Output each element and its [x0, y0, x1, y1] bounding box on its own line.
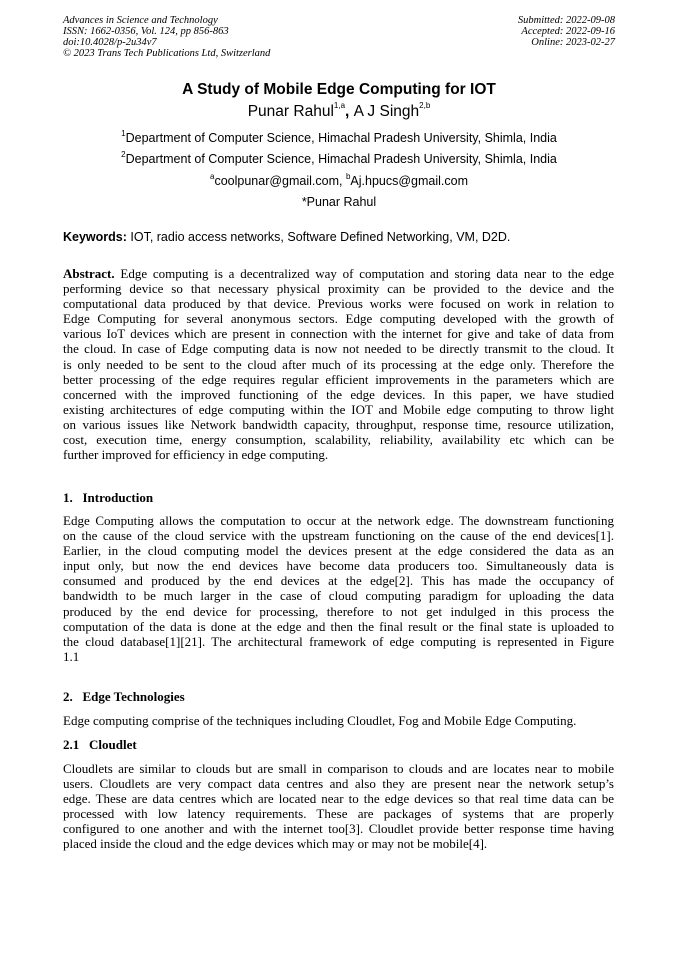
affiliation-2	[0, 152, 678, 166]
abstract-line: the cloud. In case of Edge computing data is now not needed to be directly transmit to the cloud. It	[63, 341, 614, 357]
author-2: A J Singh	[353, 103, 420, 120]
intro-line: Earlier, in the cloud computing model the devices present at the edge considered the data as an	[63, 543, 614, 559]
aff-text: Department of Computer Science, Himachal Pradesh University, Shimla, India	[125, 131, 557, 145]
abstract-line: concerned with the improved functioning of the edge devices. In this paper, we have studied	[63, 386, 614, 402]
abstract-line: on various issues like Network bandwidth capacity, throughput, response time, resource utilization,	[63, 416, 614, 432]
aff-sup: 1	[121, 129, 126, 138]
cloudlet-line: processed with low latency requirements. These are packages of systems that are properly	[63, 806, 614, 822]
cloudlet-line: users. Cloudlets are very compact data centres and also they are present near the network setup’s	[63, 776, 614, 792]
intro-line: Edge Computing allows the computation to occur at the network edge. The downstream functioning	[63, 513, 614, 528]
abstract-text: Edge computing is a decentralized way of computation and storing data near to the edge	[114, 266, 614, 281]
authors	[0, 103, 678, 121]
section-heading-cloudlet: 2.1 Cloudlet	[63, 737, 137, 752]
author-2-sup: 2,b	[419, 101, 431, 110]
emails	[0, 174, 678, 188]
submitted-date: Submitted: 2022-09-08	[517, 15, 615, 26]
email-b[interactable]: Aj.hpucs@gmail.com	[350, 174, 468, 188]
abstract-line: is only needed to be sent to the cloud after much of its processing at the edge only. Therefore the	[63, 356, 614, 372]
cloudlet-paragraph	[63, 761, 614, 852]
cloudlet-line: configured to one another and with the internet too[3]. Cloudlet provide better response time having	[63, 821, 614, 837]
cloudlet-line: Cloudlets are similar to clouds but are small in comparison to clouds and are locates near to mobile	[63, 761, 614, 776]
abstract	[63, 266, 614, 462]
abstract-line: cost, execution time, energy consumption, scalability, reliability, availability etc which can be	[63, 432, 614, 448]
email-a[interactable]: coolpunar@gmail.com,	[214, 174, 346, 188]
abstract-line: various IoT devices which are present in connection with the internet for give and take of data from	[63, 326, 614, 342]
author-sep: ,	[345, 103, 354, 120]
aff-text: Department of Computer Science, Himachal Pradesh University, Shimla, India	[125, 152, 557, 166]
abstract-label: Abstract.	[63, 266, 115, 281]
online-date: Online: 2023-02-27	[531, 37, 615, 48]
doi: doi:10.4028/p-2u34v7	[63, 37, 157, 48]
author-1-sup: 1,a	[333, 101, 346, 110]
keywords-text: IOT, radio access networks, Software Defined Networking, VM, D2D.	[126, 230, 511, 244]
edge-line: Edge computing comprise of the techniques including Cloudlet, Fog and Mobile Edge Computing.	[63, 713, 577, 728]
keywords	[63, 230, 510, 244]
cloudlet-line: placed inside the cloud and the edge devices which may or may not be mobile[4].	[63, 836, 488, 852]
copyright: © 2023 Trans Tech Publications Ltd, Switzerland	[63, 48, 271, 59]
affiliation-1	[0, 131, 678, 145]
intro-line: bandwidth to be much larger in the case of cloud computing paradigm for uploading the data	[63, 588, 614, 604]
intro-line: the cloud database[1][21]. The architectural framework of edge computing is represented in Figure	[63, 633, 614, 649]
email-sup: a	[210, 172, 215, 181]
intro-line: 1.1	[63, 648, 80, 664]
journal-name: Advances in Science and Technology	[63, 15, 218, 26]
cloudlet-line: edge. These are data centres which are located near to the edge devices so that real time data can be	[63, 791, 614, 807]
section-heading-edge-technologies: 2. Edge Technologies	[63, 689, 185, 704]
edge-technologies-paragraph	[63, 713, 614, 728]
abstract-line: further improved for efficiency in edge computing.	[63, 447, 329, 463]
journal-info	[63, 15, 270, 59]
abstract-line: existing architectures of edge computing within the IOT and Mobile edge computing to throw light	[63, 401, 614, 417]
accepted-date: Accepted: 2022-09-16	[521, 26, 615, 37]
abstract-line: better processing of the edge requires regular efficient improvements in the parameters which are	[63, 371, 614, 387]
intro-line: input only, but now the end devices have become data producers too. Simultaneously data is	[63, 558, 614, 574]
abstract-line	[63, 266, 614, 281]
paper-title: A Study of Mobile Edge Computing for IOT	[182, 81, 496, 98]
intro-line: computation of the data is done at the edge and then the final result or the final state is uploaded to	[63, 618, 614, 634]
intro-line: consumed and produced by the end devices at the edge[2]. This has made the occupancy of	[63, 573, 614, 589]
issn: ISSN: 1662-0356, Vol. 124, pp 856-863	[63, 26, 229, 37]
abstract-line: computational data produced by that device. Previous works were focused on work in relation to	[63, 296, 614, 312]
email-sup: b	[345, 172, 351, 181]
aff-sup: 2	[121, 150, 126, 159]
section-heading-introduction: 1. Introduction	[63, 490, 154, 505]
intro-line: on the cause of the cloud service with the upstream functioning on the cause of the end devices[1].	[63, 528, 614, 544]
abstract-line: performing device so that necessary physical proximity can be provided to the device and the	[63, 281, 614, 297]
abstract-line: Edge Computing for several anonymous sectors. Edge computing developed with the growth of	[63, 311, 614, 327]
dates	[518, 15, 615, 48]
intro-line: produced by the end device for processing, therefore to not get indulged in this process the	[63, 603, 614, 619]
corresponding-author: *Punar Rahul	[301, 195, 377, 209]
introduction-paragraph	[63, 513, 614, 664]
keywords-label: Keywords:	[63, 230, 127, 244]
author-1: Punar Rahul	[247, 103, 334, 120]
